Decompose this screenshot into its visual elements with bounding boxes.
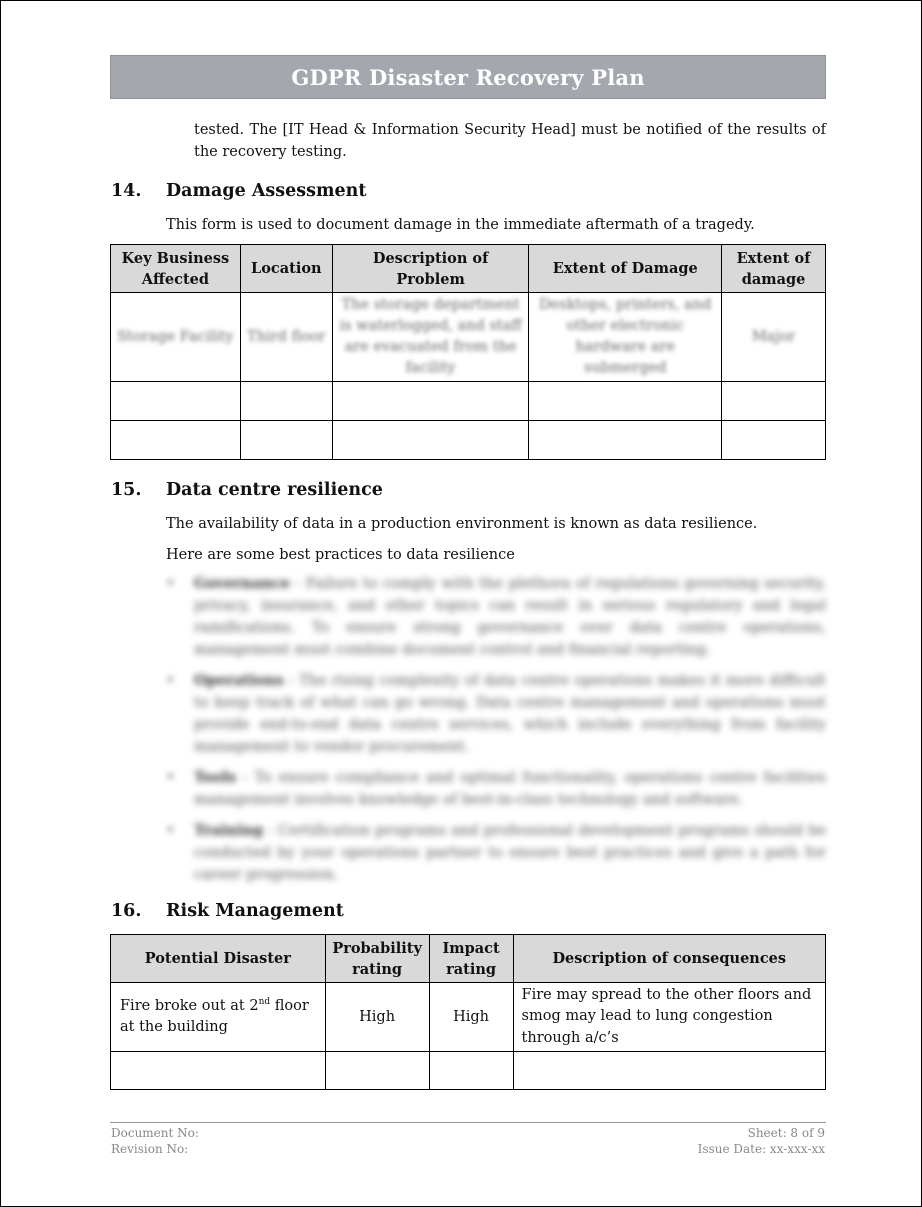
list-item <box>166 573 826 661</box>
table-cell: High <box>429 983 513 1052</box>
risk-management-table <box>110 934 826 1090</box>
footer-left <box>111 1125 199 1157</box>
list-item-text: - Failure to comply with the plethora of regulations governing security, privacy, insurance, and other topics can result in serious regulatory and legal ramifications. To ensure strong governance over data centre operations, management must combine document control and financial reporting. <box>194 576 826 658</box>
table-cell <box>529 421 722 460</box>
column-header: Potential Disaster <box>111 935 326 983</box>
table-cell: Third floor <box>240 293 332 382</box>
table-cell <box>332 421 529 460</box>
cell-text: floor at the building <box>120 998 309 1035</box>
document-number: Document No: <box>111 1126 199 1140</box>
list-item <box>166 820 826 886</box>
table-cell: Storage Facility <box>111 293 241 382</box>
table-header-row <box>111 245 826 293</box>
table-row <box>111 293 826 382</box>
section-number: 16. <box>111 901 142 921</box>
table-row <box>111 983 826 1052</box>
column-header: Description of consequences <box>513 935 825 983</box>
list-item-text: - To ensure compliance and optimal functionality, operations centre facilities management involves knowledge of best-in-class technology and software. <box>194 770 826 808</box>
intro-paragraph: tested. The [IT Head & Information Security Head] must be notified of the results of the recovery testing. <box>194 122 826 160</box>
table-cell <box>325 1052 429 1090</box>
column-header: Description of Problem <box>332 245 529 293</box>
section-title: Risk Management <box>166 901 344 921</box>
section-15-paragraph: The availability of data in a production environment is known as data resilience. <box>166 516 758 532</box>
list-item-term: Governance <box>194 575 290 592</box>
footer-divider <box>110 1122 826 1123</box>
bullet-icon: • <box>166 576 175 592</box>
best-practices-list <box>166 573 826 895</box>
column-header: Probability rating <box>325 935 429 983</box>
table-cell <box>240 382 332 421</box>
table-cell <box>111 983 326 1052</box>
column-header: Key Business Affected <box>111 245 241 293</box>
section-14-description: This form is used to document damage in the immediate aftermath of a tragedy. <box>166 217 755 233</box>
table-cell <box>529 382 722 421</box>
section-14-heading <box>111 181 366 201</box>
table-cell: Desktops, printers, and other electronic hardware are submerged <box>529 293 722 382</box>
list-item-term: Operations <box>194 672 284 689</box>
sheet-number: Sheet: 8 of 9 <box>747 1126 825 1140</box>
list-item-text: - Certification programs and professional development programs should be conducted by your operations partner to ensure best practices and give a path for career progression. <box>194 823 826 883</box>
table-cell <box>722 421 826 460</box>
cell-superscript: nd <box>258 997 271 1008</box>
document-title: GDPR Disaster Recovery Plan <box>110 55 826 99</box>
column-header: Extent of damage <box>722 245 826 293</box>
issue-date: Issue Date: xx-xxx-xx <box>697 1142 825 1156</box>
table-cell <box>429 1052 513 1090</box>
column-header: Impact rating <box>429 935 513 983</box>
table-cell <box>513 1052 825 1090</box>
list-item-term: Training <box>194 822 264 839</box>
table-cell <box>332 382 529 421</box>
table-header-row <box>111 935 826 983</box>
list-item <box>166 670 826 758</box>
table-cell: Fire may spread to the other floors and smog may lead to lung congestion through a/c’s <box>513 983 825 1052</box>
footer-right <box>698 1125 825 1157</box>
table-row <box>111 421 826 460</box>
list-item-text: - The rising complexity of data centre operations makes it more difficult to keep track of what can go wrong. Data centre management and operations must provide end-to-end data centre services, which include everything from facility management to vendor procurement. <box>194 673 826 755</box>
bullet-icon: • <box>166 770 175 786</box>
table-cell <box>111 382 241 421</box>
table-row <box>111 1052 826 1090</box>
cell-text: Fire broke out at 2 <box>120 998 259 1014</box>
table-row <box>111 382 826 421</box>
table-cell <box>111 421 241 460</box>
table-cell: The storage department is waterlogged, and staff are evacuated from the facility <box>332 293 529 382</box>
damage-assessment-table <box>110 244 826 460</box>
section-16-heading <box>111 901 344 921</box>
bullet-icon: • <box>166 673 175 689</box>
table-cell <box>722 382 826 421</box>
revision-number: Revision No: <box>111 1142 189 1156</box>
list-item-term: Tools <box>194 769 237 786</box>
section-15-heading <box>111 480 383 500</box>
section-15-paragraph: Here are some best practices to data resilience <box>166 547 515 563</box>
section-title: Damage Assessment <box>166 181 367 201</box>
section-title: Data centre resilience <box>166 480 383 500</box>
section-number: 15. <box>111 480 142 500</box>
column-header: Extent of Damage <box>529 245 722 293</box>
table-cell <box>240 421 332 460</box>
column-header: Location <box>240 245 332 293</box>
table-cell: Major <box>722 293 826 382</box>
table-cell: High <box>325 983 429 1052</box>
table-cell <box>111 1052 326 1090</box>
section-number: 14. <box>111 181 142 201</box>
list-item <box>166 767 826 811</box>
bullet-icon: • <box>166 823 175 839</box>
